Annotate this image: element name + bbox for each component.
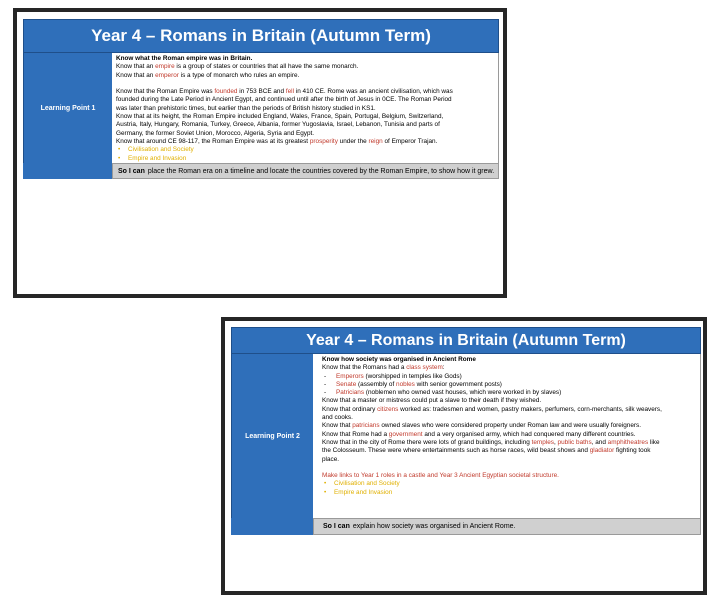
so-i-can-row xyxy=(112,163,499,179)
keyword-text: Make links to Year 1 roles in a castle and Year 3 Ancient Egyptian societal structure. xyxy=(322,472,559,480)
text-segment: in 410 CE. Rome was an ancient civilisation, which was xyxy=(294,88,453,96)
content-line xyxy=(322,397,696,405)
text-segment: of Emperor Trajan. xyxy=(382,137,438,145)
text-segment: with senior government posts) xyxy=(414,380,502,388)
text-segment: Know that Rome had a xyxy=(322,430,389,438)
footer-left-cell xyxy=(23,163,112,179)
bullet-item: • Empire and Invasion xyxy=(322,489,696,497)
content-lines xyxy=(322,364,696,480)
text-segment: like xyxy=(648,438,660,446)
content-line xyxy=(116,88,494,96)
so-i-can-label: So I can xyxy=(323,523,350,530)
keyword-text: public baths xyxy=(557,438,592,446)
slide-title: Year 4 – Romans in Britain (Autumn Term) xyxy=(231,327,701,354)
text-segment: Know that xyxy=(322,422,353,430)
content-line xyxy=(116,113,494,121)
text-segment: is a type of monarch who rules an empire. xyxy=(178,71,300,79)
content-line xyxy=(116,96,494,104)
text-segment: Know that at its height, the Roman Empire included England, Wales, France, Spain, Portugal, Belgium, Switzerland, xyxy=(116,113,444,121)
learning-point-label: Learning Point 2 xyxy=(231,354,313,518)
content-line xyxy=(322,464,696,472)
text-segment: Know that the Romans had a xyxy=(322,364,407,372)
keyword-text: reign xyxy=(368,137,383,145)
content-line xyxy=(116,130,494,138)
keyword-text: gladiator xyxy=(589,447,615,455)
content-line xyxy=(116,63,494,71)
text-segment: : xyxy=(442,364,445,372)
content-line xyxy=(116,138,494,146)
footer-left-cell xyxy=(231,518,313,535)
text-segment: is a group of states or countries that all have the same monarch. xyxy=(174,63,359,71)
keyword-text: Patricians xyxy=(336,389,365,397)
content-line xyxy=(322,364,696,372)
class-item xyxy=(322,373,696,381)
keyword-text: class system xyxy=(406,364,443,372)
text-segment: Know that the Roman Empire was xyxy=(116,88,215,96)
so-i-can-label: So I can xyxy=(118,167,145,175)
text-segment: Know that around CE 98-117, the Roman Empire was at its greatest xyxy=(116,137,310,145)
keyword-text: emperor xyxy=(155,71,179,79)
slide-learning-point-2 xyxy=(221,317,707,595)
content-line xyxy=(322,406,696,414)
so-i-can-text: explain how society was organised in Ancient Rome. xyxy=(352,523,516,530)
so-i-can-row xyxy=(313,518,701,535)
content-line xyxy=(116,72,494,80)
text-segment: under the xyxy=(337,137,369,145)
keyword-text: empire xyxy=(155,63,175,71)
content-line xyxy=(322,414,696,422)
content-line xyxy=(322,422,696,430)
content-line xyxy=(116,80,494,88)
keyword-text: Senate xyxy=(336,380,357,388)
text-segment: Know that in the city of Rome there were lots of grand buildings, including xyxy=(322,438,532,446)
text-segment: owned slaves who were considered property under Roman law and were usually foreigners. xyxy=(379,422,642,430)
text-segment: fighting took xyxy=(614,447,651,455)
content-line xyxy=(322,472,696,480)
bullet-item: • Empire and Invasion xyxy=(116,155,494,163)
content-title: Know what the Roman empire was in Britain. xyxy=(116,55,253,62)
text-segment: in 753 BCE and xyxy=(237,88,286,96)
so-i-can-text: place the Roman era on a timeline and locate the countries covered by the Roman Empire, to show how it grew. xyxy=(147,167,495,175)
text-segment: Know that a master or mistress could put a slave to their death if they wished. xyxy=(322,397,542,405)
text-segment: the Colosseum. These were where entertainments such as horse races, wild beast shows and xyxy=(322,447,590,455)
bullet-item: • Civilisation and Society xyxy=(322,480,696,488)
keyword-text: founded xyxy=(214,88,238,96)
keyword-text: prosperity xyxy=(309,137,338,145)
text-segment: was later than prehistoric times, but earlier than the periods of British history studied in KS1. xyxy=(116,104,376,112)
content-line xyxy=(322,456,696,464)
text-segment: Austria, Italy, Hungary, Romania, Turkey, Greece, Albania, former Yugoslavia, Israel, Lebanon, Tunisia and parts of xyxy=(116,121,440,129)
keyword-text: patricians xyxy=(352,422,380,430)
keyword-text: temples xyxy=(531,438,554,446)
slide-title: Year 4 – Romans in Britain (Autumn Term) xyxy=(23,19,499,53)
text-segment: Know that an xyxy=(116,63,156,71)
content-line xyxy=(116,105,494,113)
content-lines xyxy=(116,63,494,146)
text-segment: (noblemen who owned vast houses, which were worked in by slaves) xyxy=(364,389,562,397)
keyword-text: Emperors xyxy=(336,372,364,380)
text-segment: Germany, the former Soviet Union, Morocco, Algeria, Syria and Egypt. xyxy=(116,129,315,137)
content-title: Know how society was organised in Ancient Rome xyxy=(322,356,476,363)
keyword-text: nobles xyxy=(396,380,415,388)
content-line xyxy=(322,439,696,447)
keyword-text: fell xyxy=(285,88,294,96)
text-segment: Know that an xyxy=(116,71,156,79)
text-segment: (assembly of xyxy=(356,380,397,388)
text-segment: place. xyxy=(322,455,340,463)
class-item xyxy=(322,381,696,389)
bullet-item: • Civilisation and Society xyxy=(116,146,494,154)
text-segment: and a very organised army, which had conquered many different countries. xyxy=(422,430,636,438)
text-segment: worked as: tradesmen and women, pastry makers, perfumers, corn-merchants, silk weavers, xyxy=(398,405,662,413)
content-cell xyxy=(112,53,499,163)
content-line xyxy=(322,431,696,439)
content-line xyxy=(322,447,696,455)
text-segment: , and xyxy=(591,438,608,446)
text-segment: (worshipped in temples like Gods) xyxy=(363,372,462,380)
keyword-text: government xyxy=(388,430,423,438)
learning-point-label: Learning Point 1 xyxy=(23,53,112,163)
keyword-text: amphitheatres xyxy=(607,438,649,446)
class-item xyxy=(322,389,696,397)
text-segment: Know that ordinary xyxy=(322,405,378,413)
text-segment: , xyxy=(553,438,558,446)
text-segment: founded during the Late Period in Ancient Egypt, and continued until after the birth of Jesus in 0CE. The Roman Period xyxy=(116,96,452,104)
content-line xyxy=(116,121,494,129)
slide-learning-point-1 xyxy=(13,8,507,298)
keyword-text: citizens xyxy=(377,405,399,413)
text-segment: and cooks. xyxy=(322,414,353,422)
content-cell xyxy=(313,354,701,518)
